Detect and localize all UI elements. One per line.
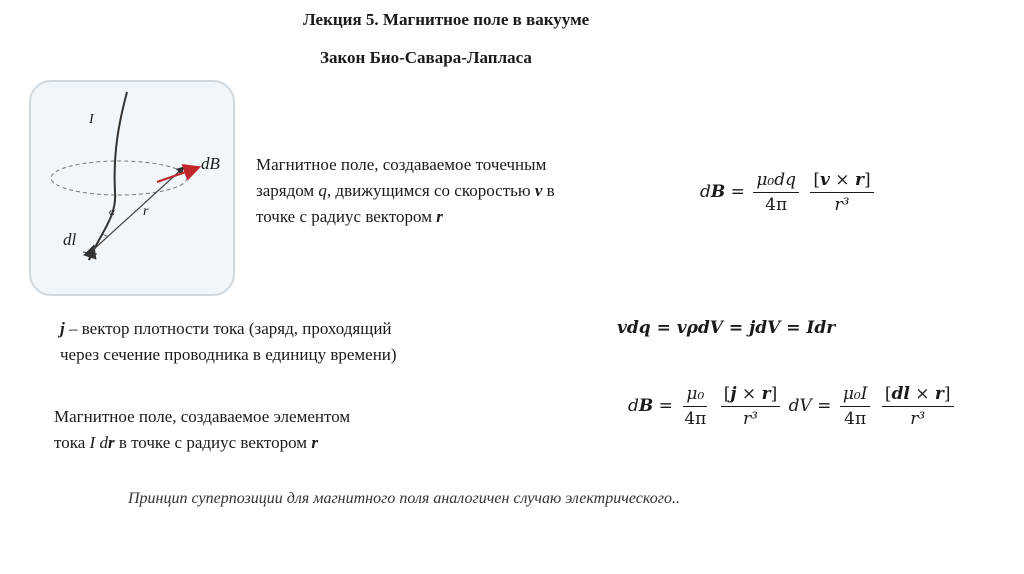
current-element-line1: Магнитное поле, создаваемое элементом xyxy=(54,407,351,426)
point-charge-text xyxy=(256,152,656,230)
current-density-line2: через сечение проводника в единицу времени) xyxy=(60,345,397,364)
dB-vector xyxy=(157,168,197,182)
point-charge-line1: Магнитное поле, создаваемое точечным xyxy=(256,155,547,174)
point-charge-line3: точке с радиус вектором r xyxy=(256,207,443,226)
current-density-line1: j – вектор плотности тока (заряд, проходящий xyxy=(60,319,392,338)
biot-savart-figure xyxy=(29,80,235,296)
current-density-text xyxy=(60,316,500,368)
superposition-note: Принцип суперпозиции для магнитного поля аналогичен случаю электрического.. xyxy=(128,490,680,507)
current-wire xyxy=(89,92,127,260)
figure-drawing xyxy=(31,82,235,296)
current-element-line2: тока I dr в точке с радиус вектором r xyxy=(54,433,318,452)
formula-current-element: dB = $\frac{\text{μ₀}}{4\pi}$ $\frac{[j \times r]}{\text{r³}}$ dV = $\frac{\text{μ₀I}}{4\pi}$ $\frac{[dl \times r]}{\text{r³}}$ xyxy=(628,384,957,429)
label-r: r xyxy=(143,204,149,219)
r-vector xyxy=(93,168,183,250)
page-title: Лекция 5. Магнитное поле в вакууме xyxy=(303,10,590,29)
label-dl: dl xyxy=(63,230,77,249)
label-alpha: α xyxy=(109,206,115,218)
formula-current-relation: vdq = vρdV = jdV = Idr xyxy=(617,318,836,338)
label-current: I xyxy=(89,112,94,127)
formula-point-charge: dB = $\frac{\text{μ₀dq}}{4\pi}$ $\frac{[v \times r]}{\text{r³}}$ xyxy=(700,170,877,215)
point-charge-line2: зарядом q, движущимся со скоростью v в xyxy=(256,181,555,200)
label-dB: dB xyxy=(201,154,220,173)
page-subtitle: Закон Био-Савара-Лапласа xyxy=(320,48,532,67)
current-element-text xyxy=(54,404,454,456)
